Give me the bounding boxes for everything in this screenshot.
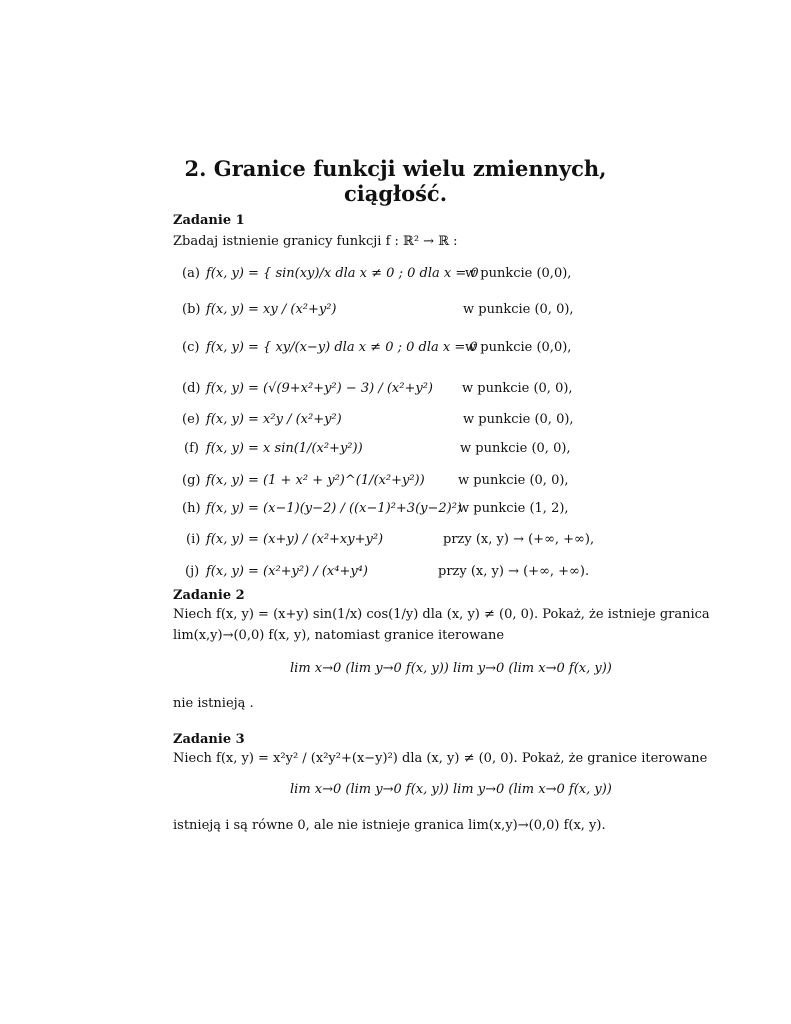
item-b-label: (b) (182, 302, 201, 317)
item-f-label: (f) (184, 441, 199, 456)
item-g-condition: w punkcie (0, 0), (458, 473, 569, 488)
item-h-formula: f(x, y) = (x−1)(y−2) / ((x−1)²+3(y−2)²) (206, 501, 463, 516)
item-i-formula: f(x, y) = (x+y) / (x²+xy+y²) (206, 532, 384, 547)
item-j-formula: f(x, y) = (x²+y²) / (x⁴+y⁴) (206, 564, 368, 579)
task1-heading: Zadanie 1 (173, 213, 245, 228)
item-a-condition: w punkcie (0,0), (465, 266, 572, 281)
item-h-label: (h) (182, 501, 201, 516)
task2-heading: Zadanie 2 (173, 588, 245, 603)
item-f-condition: w punkcie (0, 0), (460, 441, 571, 456)
item-d-formula: f(x, y) = (√(9+x²+y²) − 3) / (x²+y²) (206, 381, 433, 396)
item-d-condition: w punkcie (0, 0), (462, 381, 573, 396)
item-f-formula: f(x, y) = x sin(1/(x²+y²)) (206, 441, 363, 456)
task2-line2: lim(x,y)→(0,0) f(x, y), natomiast granice iterowane (173, 628, 505, 643)
task2-display-formula: lim x→0 (lim y→0 f(x, y)) lim y→0 (lim x→0 f(x, y)) (290, 661, 612, 676)
item-c-condition: w punkcie (0,0), (465, 340, 572, 355)
item-j-label: (j) (185, 564, 200, 579)
page-subtitle: ciągłość. (343, 181, 448, 206)
item-h-condition: w punkcie (1, 2), (458, 501, 569, 516)
task3-outro: istnieją i są równe 0, ale nie istnieje granica lim(x,y)→(0,0) f(x, y). (173, 818, 606, 833)
task3-heading: Zadanie 3 (173, 732, 245, 747)
item-e-formula: f(x, y) = x²y / (x²+y²) (206, 412, 342, 427)
item-e-condition: w punkcie (0, 0), (463, 412, 574, 427)
item-e-label: (e) (182, 412, 200, 427)
item-c-formula: f(x, y) = { xy/(x−y) dla x ≠ 0 ; 0 dla x = 0 (206, 340, 478, 355)
item-b-formula: f(x, y) = xy / (x²+y²) (206, 302, 337, 317)
task2-outro: nie istnieją . (173, 696, 254, 711)
item-i-condition: przy (x, y) → (+∞, +∞), (443, 532, 595, 547)
item-i-label: (i) (186, 532, 201, 547)
page-title: 2. Granice funkcji wielu zmiennych, (184, 156, 607, 181)
item-b-condition: w punkcie (0, 0), (463, 302, 574, 317)
item-j-condition: przy (x, y) → (+∞, +∞). (438, 564, 590, 579)
item-c-label: (c) (182, 340, 200, 355)
task2-line1: Niech f(x, y) = (x+y) sin(1/x) cos(1/y) dla (x, y) ≠ (0, 0). Pokaż, że istnieje granica (173, 607, 710, 622)
item-g-label: (g) (182, 473, 201, 488)
item-a-formula: f(x, y) = { sin(xy)/x dla x ≠ 0 ; 0 dla x = 0 (206, 266, 479, 281)
task3-line1: Niech f(x, y) = x²y² / (x²y²+(x−y)²) dla (x, y) ≠ (0, 0). Pokaż, że granice iterowane (173, 751, 708, 766)
task3-display-formula: lim x→0 (lim y→0 f(x, y)) lim y→0 (lim x→0 f(x, y)) (290, 782, 612, 797)
item-d-label: (d) (182, 381, 201, 396)
item-g-formula: f(x, y) = (1 + x² + y²)^(1/(x²+y²)) (206, 473, 425, 488)
task1-intro: Zbadaj istnienie granicy funkcji f : ℝ² → ℝ : (173, 234, 458, 249)
item-a-label: (a) (182, 266, 200, 281)
